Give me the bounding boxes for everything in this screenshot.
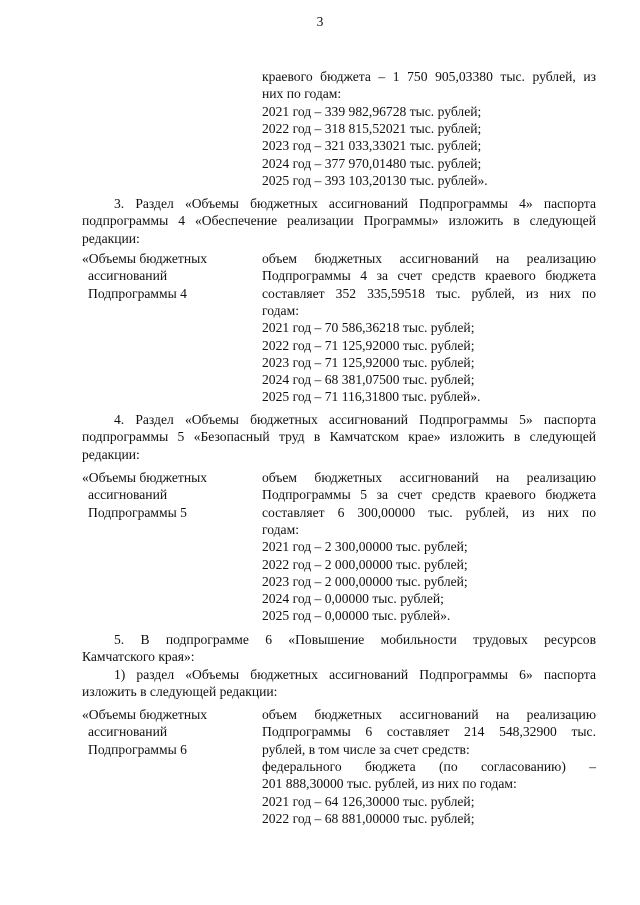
paragraph-line: подпрограммы 4 «Обеспечение реализации Программы» изложить в следующей xyxy=(82,213,596,229)
table-value-line: федерального бюджета (по согласованию) – xyxy=(262,758,596,774)
paragraph-line: редакции: xyxy=(82,446,140,462)
table-value-line: объем бюджетных ассигнований на реализацию xyxy=(262,251,596,266)
table-value-line: 2021 год – 70 586,36218 тыс. рублей; xyxy=(262,320,475,336)
paragraph-line: Камчатского края»: xyxy=(82,649,195,665)
table-label: «Объемы бюджетных xyxy=(82,251,208,266)
table-value-line: составляет 352 335,59518 тыс. рублей, из них по xyxy=(262,285,596,301)
table-label: ассигнований xyxy=(88,268,168,284)
text-line: 2021 год – 339 982,96728 тыс. рублей; xyxy=(262,103,482,119)
table-value-line: 2021 год – 2 300,00000 тыс. рублей; xyxy=(262,539,468,555)
table-label: «Объемы бюджетных xyxy=(82,470,208,485)
page-number: 3 xyxy=(316,14,324,29)
table-label: Подпрограммы 6 xyxy=(88,741,187,757)
text-line: краевого бюджета – 1 750 905,03380 тыс. рублей, из xyxy=(262,69,596,84)
paragraph-line: подпрограммы 5 «Безопасный труд в Камчатском крае» изложить в следующей xyxy=(82,429,596,445)
table-label: «Объемы бюджетных xyxy=(82,707,208,722)
text-line: 2024 год – 377 970,01480 тыс. рублей; xyxy=(262,155,482,171)
text-line: 2025 год – 393 103,20130 тыс. рублей». xyxy=(262,172,488,188)
paragraph-line: 3. Раздел «Объемы бюджетных ассигнований Подпрограммы 4» паспорта xyxy=(114,196,596,211)
table-value-line: 2023 год – 71 125,92000 тыс. рублей; xyxy=(262,354,475,370)
text-line: 2022 год – 318 815,52021 тыс. рублей; xyxy=(262,120,482,136)
table-value-line: рублей, в том числе за счет средств: xyxy=(262,741,470,757)
table-value-line: 2021 год – 64 126,30000 тыс. рублей; xyxy=(262,793,475,809)
table-label: ассигнований xyxy=(88,724,168,740)
paragraph-line: редакции: xyxy=(82,230,140,246)
table-value-line: 2024 год – 0,00000 тыс. рублей; xyxy=(262,591,444,607)
table-value-line: 201 888,30000 тыс. рублей, из них по годам: xyxy=(262,776,517,792)
table-value-line: 2022 год – 68 881,00000 тыс. рублей; xyxy=(262,810,475,826)
table-label: Подпрограммы 5 xyxy=(88,504,187,520)
table-value-line: 2024 год – 68 381,07500 тыс. рублей; xyxy=(262,372,475,388)
table-label: ассигнований xyxy=(88,487,168,503)
table-value-line: годам: xyxy=(262,521,299,537)
table-value-line: годам: xyxy=(262,302,299,318)
table-value-line: Подпрограммы 5 за счет средств краевого бюджета xyxy=(262,487,596,503)
table-value-line: составляет 6 300,00000 тыс. рублей, из них по xyxy=(262,504,596,520)
table-value-line: объем бюджетных ассигнований на реализацию xyxy=(262,707,596,722)
table-value-line: 2022 год – 71 125,92000 тыс. рублей; xyxy=(262,337,475,353)
table-value-line: объем бюджетных ассигнований на реализацию xyxy=(262,470,596,485)
table-value-line: 2025 год – 0,00000 тыс. рублей». xyxy=(262,608,451,624)
table-value-line: 2025 год – 71 116,31800 тыс. рублей». xyxy=(262,389,481,405)
text-line: 2023 год – 321 033,33021 тыс. рублей; xyxy=(262,138,482,154)
paragraph-line: 5. В подпрограмме 6 «Повышение мобильности трудовых ресурсов xyxy=(114,632,596,647)
table-label: Подпрограммы 4 xyxy=(88,285,187,301)
table-value-line: Подпрограммы 6 составляет 214 548,32900 тыс. xyxy=(262,724,596,740)
table-value-line: Подпрограммы 4 за счет средств краевого бюджета xyxy=(262,268,596,284)
table-value-line: 2022 год – 2 000,00000 тыс. рублей; xyxy=(262,556,468,572)
paragraph-line: 4. Раздел «Объемы бюджетных ассигнований Подпрограммы 5» паспорта xyxy=(114,412,596,427)
paragraph-line: 1) раздел «Объемы бюджетных ассигнований Подпрограммы 6» паспорта xyxy=(114,666,596,682)
paragraph-line: изложить в следующей редакции: xyxy=(82,683,278,699)
table-value-line: 2023 год – 2 000,00000 тыс. рублей; xyxy=(262,573,468,589)
text-line: них по годам: xyxy=(262,86,342,102)
